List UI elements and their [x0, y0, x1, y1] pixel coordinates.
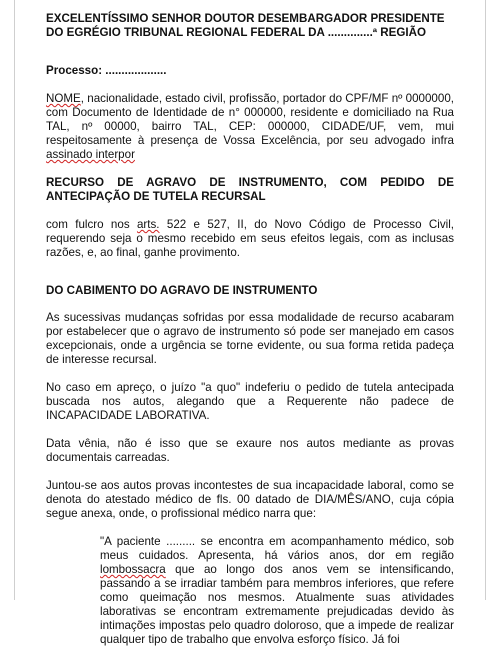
paragraph-3: Data vênia, não é isso que se exaure nos autos mediante as provas documentais carreadas. — [46, 437, 454, 464]
document-body — [46, 10, 454, 647]
page-left-edge — [14, 0, 15, 600]
addressee-header: EXCELENTÍSSIMO SENHOR DOUTOR DESEMBARGADOR PRESIDENTE DO EGRÉGIO TRIBUNAL REGIONAL FEDERAL DA ..............ª REGIÃO — [46, 12, 445, 39]
lombossacra-text: lombossacra — [100, 563, 166, 576]
paragraph-1: As sucessivas mudanças sofridas por essa modalidade de recurso acabaram por estabelecer que o agravo de instrumento só pode ser manejado em casos excepcionais, onde a urgência se torne evidente, ou sua forma retida padeça de interesse recursal. — [46, 311, 454, 366]
medical-quote — [100, 535, 454, 647]
paragraph-4: Juntou-se aos autos provas incontestes de sua incapacidade laboral, como se denota do atestado médico de fls. 00 datado de DIA/MÊS/ANO, cuja cópia segue anexa, onde, o profissional médico narra que: — [46, 479, 454, 520]
page-right-edge — [485, 0, 486, 600]
fulcro-after: 522 e 527, II, do Novo Código de Processo Civil, requerendo seja o mesmo recebido em seus efeitos legais, com as inclusas razões, e, ao final, ganhe provimento. — [46, 218, 454, 259]
section-title: DO CABIMENTO DO AGRAVO DE INSTRUMENTO — [46, 284, 318, 297]
fulcro-before: com fulcro nos — [46, 218, 137, 231]
quote-after: que ao longo dos anos vem se intensificando, passando a se irradiar também para membros inferiores, que refere como queimação nos mesmos. Atualmente suas atividades laborativas se encontram extremamente prejudicadas devido às intimações impostas pelo quadro doloroso, que a impede de realizar qualquer tipo de trabalho que envolva esforço físico. Já foi — [100, 563, 454, 646]
recurso-title: RECURSO DE AGRAVO DE INSTRUMENTO, COM PEDIDO DE ANTECIPAÇÃO DE TUTELA RECURSAL — [46, 176, 454, 203]
paragraph-2: No caso em apreço, o juízo "a quo" indeferiu o pedido de tutela antecipada buscada nos autos, alegando que a Requerente não padece de INCAPACIDADE LABORATIVA. — [46, 381, 454, 422]
assinado-text: assinado interpor — [46, 148, 135, 161]
processo-line: Processo: ................... — [46, 64, 167, 77]
fulcro-paragraph — [46, 218, 454, 260]
intro-paragraph — [46, 92, 454, 162]
quote-before: "A paciente ......... se encontra em acompanhamento médico, sob meus cuidados. Apresenta, há vários anos, dor em região — [100, 535, 454, 562]
arts-text: arts. — [136, 218, 160, 231]
nome-field: NOME — [46, 92, 81, 105]
intro-text: , nacionalidade, estado civil, profissão, portador do CPF/MF nº 0000000, com Documento de Identidade de n° 000000, residente e domiciliado na Rua TAL, nº 00000, bairro TAL, CEP: 000000, CIDADE/UF, vem, mui respeitosamente à presença de Vossa Excelência, por seu advogado infra — [46, 92, 454, 147]
